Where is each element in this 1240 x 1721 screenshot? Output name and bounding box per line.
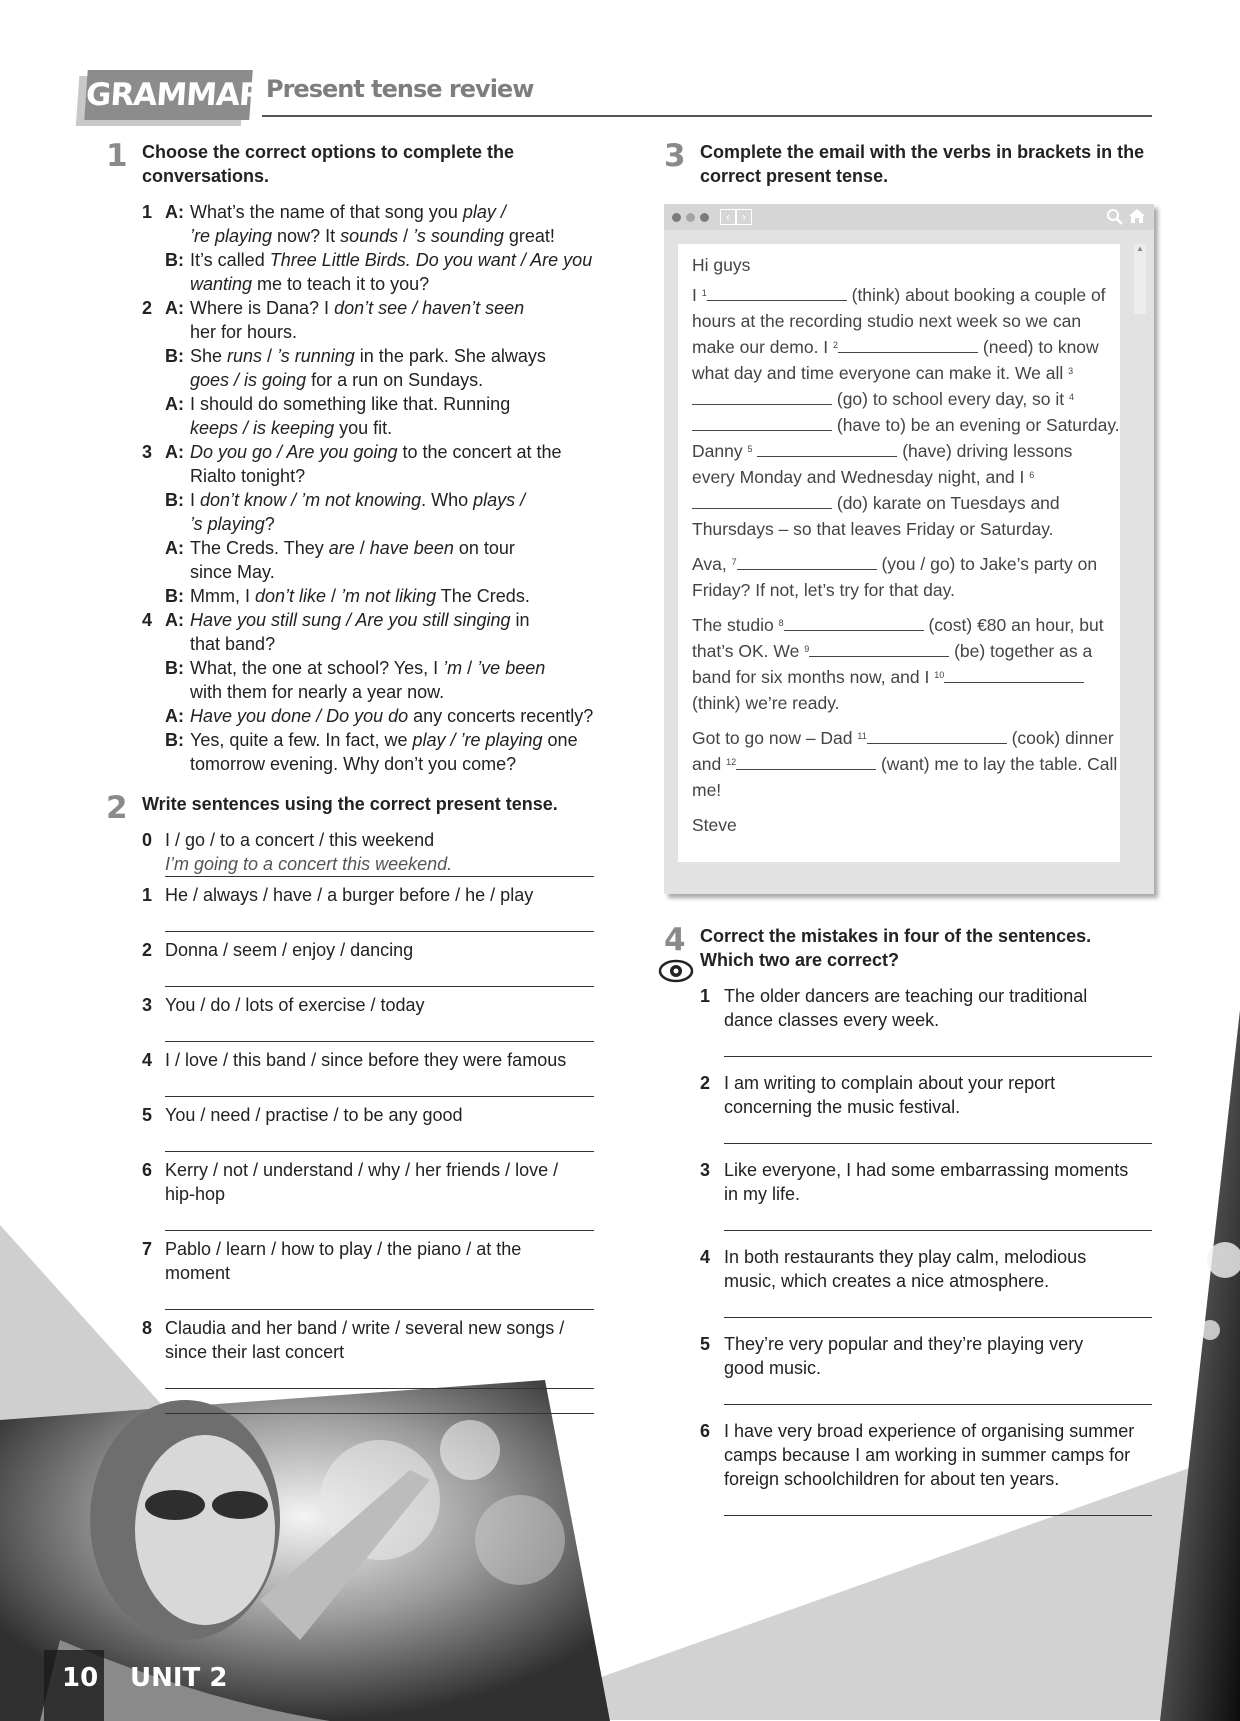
exercise-2-item	[142, 1103, 602, 1152]
example-answer-row	[142, 852, 602, 877]
exercise-1-instruction: Choose the correct options to complete the conversations.	[142, 142, 515, 186]
item-number: 7	[142, 1239, 153, 1259]
exercise-3-number: 3	[664, 138, 686, 174]
email-paragraphs	[692, 282, 1120, 803]
conversation-line	[142, 344, 612, 368]
sentence-line	[700, 1467, 1160, 1491]
conversation-text[interactable]: since May.	[190, 562, 275, 582]
answer-line[interactable]	[724, 1119, 1152, 1144]
sentence-line	[700, 1332, 1160, 1356]
speaker-label: A:	[165, 538, 184, 558]
speaker-label: B:	[165, 658, 184, 678]
sentence-text: in my life.	[724, 1184, 801, 1204]
item-number	[142, 1182, 165, 1206]
item-number	[700, 1443, 724, 1467]
exercise-4-item	[700, 1158, 1160, 1231]
gap-blank[interactable]	[867, 725, 1007, 744]
speaker-label: B:	[165, 490, 184, 510]
exercise-4-list	[700, 984, 1160, 1530]
page-number: 10	[62, 1663, 99, 1693]
eye-icon	[658, 958, 694, 984]
example-answer: I’m going to a concert this weekend.	[165, 852, 594, 877]
gap-blank[interactable]	[692, 386, 832, 405]
speaker-label: A:	[165, 442, 184, 462]
conversation-text[interactable]: tomorrow evening. Why don’t you come?	[190, 754, 517, 774]
sentence-line	[700, 1008, 1160, 1032]
email-signoff: Steve	[692, 815, 737, 835]
gap-blank[interactable]	[692, 490, 832, 509]
prompt-line	[142, 1182, 602, 1206]
speaker-label: B:	[165, 250, 184, 270]
speaker-label: A:	[165, 706, 184, 726]
scrollbar[interactable]	[1134, 244, 1146, 314]
conversation-text[interactable]: What’s the name of that song you play /	[190, 202, 506, 222]
answer-line[interactable]	[165, 1389, 594, 1414]
sentence-text: In both restaurants they play calm, melodious	[724, 1247, 1087, 1267]
sentence-line	[700, 1356, 1160, 1380]
exercise-4-instruction: Correct the mistakes in four of the sentences. Which two are correct?	[700, 926, 1092, 970]
prompt-text: He / always / have / a burger before / he / play	[165, 885, 534, 905]
conversation-line	[142, 248, 612, 272]
prompt-line	[142, 1237, 602, 1261]
conversation-text[interactable]: I should do something like that. Running	[190, 394, 511, 414]
answer-line[interactable]	[724, 1380, 1152, 1405]
conversation-text[interactable]: Rialto tonight?	[190, 466, 306, 486]
item-number	[142, 464, 165, 488]
sentence-line	[700, 984, 1160, 1008]
conversation-text[interactable]: Have you still sung / Are you still singing in	[190, 610, 530, 630]
item-number	[142, 632, 165, 656]
conversation-line	[142, 392, 612, 416]
email-paragraph: The studio $^8$ (cost) €80 an hour, but that’s OK. We $^9$ (be) together as a band for six months now, and I $^{10}$ (think) we’re ready.	[692, 612, 1120, 716]
conversation-line	[142, 224, 612, 248]
item-number	[142, 704, 165, 728]
item-number: 1	[142, 202, 153, 222]
conversation-line	[142, 752, 612, 776]
prompt-text: Claudia and her band / write / several new songs /	[165, 1318, 565, 1338]
forward-arrow-icon[interactable]: ›	[736, 209, 752, 225]
answer-line[interactable]	[165, 1364, 594, 1389]
gap-blank[interactable]	[692, 412, 832, 431]
item-number: 3	[142, 442, 153, 462]
home-icon[interactable]	[1128, 207, 1146, 225]
item-number: 6	[142, 1160, 153, 1180]
item-number	[700, 1095, 724, 1119]
gap-blank[interactable]	[736, 751, 876, 770]
gap-blank[interactable]	[707, 282, 847, 301]
exercise-2-item	[142, 1237, 602, 1310]
conversation-text[interactable]: ’re playing now? It sounds / ’s sounding great!	[190, 226, 555, 246]
item-number	[142, 1340, 165, 1364]
prompt-line	[142, 1158, 602, 1182]
conversation-text[interactable]: that band?	[190, 634, 276, 654]
prompt-line	[142, 1103, 602, 1127]
item-number	[142, 560, 165, 584]
exercise-2-example	[142, 828, 602, 852]
item-number	[142, 224, 165, 248]
speaker-label: A:	[165, 298, 184, 318]
item-number: 4	[142, 610, 153, 630]
sentence-line	[700, 1158, 1160, 1182]
prompt-text: moment	[165, 1263, 231, 1283]
conversation-text[interactable]: It’s called Three Little Birds. Do you want / Are you	[190, 250, 593, 270]
speaker-label	[165, 512, 190, 536]
exercise-3-instruction: Complete the email with the verbs in brackets in the correct present tense.	[700, 142, 1145, 186]
sentence-line	[700, 1095, 1160, 1119]
item-number: 1	[142, 885, 153, 905]
item-number	[700, 1467, 724, 1491]
speaker-label: B:	[165, 586, 184, 606]
conversation-text[interactable]: wanting me to teach it to you?	[190, 274, 430, 294]
conversation-line	[142, 272, 612, 296]
conversation-line	[142, 584, 612, 608]
prompt-text: hip-hop	[165, 1184, 226, 1204]
conversation-line	[142, 608, 612, 632]
conversation-line	[142, 512, 612, 536]
prompt-line	[142, 938, 602, 962]
sentence-text: foreign schoolchildren for about ten years.	[724, 1469, 1060, 1489]
email-body	[678, 244, 1120, 862]
prompt-text: Kerry / not / understand / why / her friends / love /	[165, 1160, 559, 1180]
scroll-up-icon[interactable]: ▲	[1136, 244, 1144, 253]
item-number: 2	[142, 298, 153, 318]
speaker-label: A:	[165, 202, 184, 222]
exercise-4-item	[700, 1245, 1160, 1318]
item-number	[142, 536, 165, 560]
item-number	[142, 392, 165, 416]
speaker-label	[165, 560, 190, 584]
item-number: 5	[142, 1105, 153, 1125]
sentence-text: dance classes every week.	[724, 1010, 940, 1030]
prompt-line	[142, 1340, 602, 1364]
header-rule	[262, 115, 1152, 117]
conversation-text[interactable]: with them for nearly a year now.	[190, 682, 445, 702]
answer-line[interactable]	[165, 1285, 594, 1310]
email-greeting: Hi guys	[692, 255, 751, 275]
conversation-text[interactable]: What, the one at school? Yes, I ’m / ’ve been	[190, 658, 546, 678]
prompt-text: You / do / lots of exercise / today	[165, 995, 425, 1015]
conversation-text[interactable]: I don’t know / ’m not knowing. Who plays /	[190, 490, 526, 510]
exercise-4-item	[700, 1419, 1160, 1516]
item-number: 1	[700, 986, 711, 1006]
sentence-text: The older dancers are teaching our traditional	[724, 986, 1088, 1006]
conversation-text[interactable]: Yes, quite a few. In fact, we play / ’re playing one	[190, 730, 578, 750]
item-number	[142, 680, 165, 704]
window-dot-icon	[686, 213, 695, 222]
speaker-label: B:	[165, 346, 184, 366]
prompt-line	[142, 1316, 602, 1340]
item-number	[142, 728, 165, 752]
gap-blank[interactable]	[838, 334, 978, 353]
conversation-line	[142, 368, 612, 392]
item-number	[142, 344, 165, 368]
sentence-line	[700, 1245, 1160, 1269]
gap-blank[interactable]	[757, 438, 897, 457]
answer-line[interactable]	[165, 962, 594, 987]
speaker-label	[165, 224, 190, 248]
exercise-2-item	[142, 1316, 602, 1414]
item-number: 8	[142, 1318, 153, 1338]
exercise-1-number: 1	[106, 138, 128, 174]
exercise-2-list	[142, 883, 602, 1414]
exercise-4-number: 4	[664, 922, 686, 958]
example-prompt: I / go / to a concert / this weekend	[165, 830, 435, 850]
grammar-tag: GRAMMAR	[84, 70, 252, 120]
item-number	[700, 1008, 724, 1032]
conversation-line	[142, 704, 612, 728]
conversation-text[interactable]: her for hours.	[190, 322, 298, 342]
page-title: Present tense review	[266, 75, 534, 103]
exercise-2-number: 2	[106, 790, 128, 826]
answer-line[interactable]	[165, 1127, 594, 1152]
spacer	[142, 852, 165, 877]
item-number	[142, 656, 165, 680]
window-dot-icon	[672, 213, 681, 222]
window-dot-icon	[700, 213, 709, 222]
conversation-line	[142, 464, 612, 488]
email-titlebar	[664, 204, 1154, 230]
sentence-text: Like everyone, I had some embarrassing moments	[724, 1160, 1129, 1180]
speaker-label	[165, 680, 190, 704]
sentence-line	[700, 1182, 1160, 1206]
gap-blank[interactable]	[784, 612, 924, 631]
sentence-text: I am writing to complain about your report	[724, 1073, 1056, 1093]
conversation-line	[142, 632, 612, 656]
speaker-label	[165, 416, 190, 440]
item-number	[700, 1356, 724, 1380]
prompt-line	[142, 993, 602, 1017]
conversation-line	[142, 296, 612, 320]
speaker-label	[165, 320, 190, 344]
sentence-text: They’re very popular and they’re playing very	[724, 1334, 1084, 1354]
item-number	[142, 248, 165, 272]
exercise-2-instruction: Write sentences using the correct present tense.	[142, 794, 558, 814]
email-paragraph: I $^1$ (think) about booking a couple of hours at the recording studio next week so we can make our demo. I $^2$ (need) to know what day and time everyone can make it. We all $^3$ (go) to school every day, so it $^4$ (have to) be an evening or Saturday. Danny $^5$ (have) driving lessons every Monday and Wednesday night, and I $^6$ (do) karate on Tuesdays and Thursdays – so that leaves Friday or Saturday.	[692, 282, 1120, 542]
conversation-line	[142, 656, 612, 680]
prompt-text: since their last concert	[165, 1342, 345, 1362]
exercise-2-item	[142, 938, 602, 987]
conversation-line	[142, 488, 612, 512]
item-number	[142, 272, 165, 296]
exercise-2-item	[142, 1048, 602, 1097]
answer-line[interactable]	[165, 1072, 594, 1097]
item-number	[142, 512, 165, 536]
item-number	[142, 752, 165, 776]
exercise-2-item	[142, 993, 602, 1042]
conversation-text[interactable]: Have you done / Do you do any concerts recently?	[190, 706, 594, 726]
gap-blank[interactable]	[944, 664, 1084, 683]
item-number: 5	[700, 1334, 711, 1354]
item-number: 3	[142, 995, 153, 1015]
speaker-label	[165, 632, 190, 656]
item-number	[700, 1269, 724, 1293]
unit-label: UNIT 2	[130, 1663, 228, 1693]
exercise-2-item	[142, 883, 602, 932]
speaker-label: A:	[165, 610, 184, 630]
answer-line[interactable]	[165, 907, 594, 932]
item-number: 4	[142, 1050, 153, 1070]
sentence-line	[700, 1269, 1160, 1293]
conversation-line	[142, 320, 612, 344]
exercise-2-item	[142, 1158, 602, 1231]
exercise-2-items	[142, 828, 602, 1414]
conversation-line	[142, 560, 612, 584]
conversation-text[interactable]: The Creds. They are / have been on tour	[190, 538, 515, 558]
item-number: 2	[700, 1073, 711, 1093]
prompt-text: I / love / this band / since before they were famous	[165, 1050, 567, 1070]
conversation-line	[142, 728, 612, 752]
conversation-text[interactable]: Where is Dana? I don’t see / haven’t seen	[190, 298, 525, 318]
conversation-text[interactable]: ’s playing?	[190, 514, 275, 534]
item-number	[142, 488, 165, 512]
conversation-text[interactable]: She runs / ’s running in the park. She always	[190, 346, 546, 366]
back-arrow-icon[interactable]: ‹	[720, 209, 736, 225]
email-paragraph: Ava, $^7$ (you / go) to Jake’s party on Friday? If not, let’s try for that day.	[692, 551, 1120, 603]
exercise-4-item	[700, 984, 1160, 1057]
prompt-text: You / need / practise / to be any good	[165, 1105, 463, 1125]
conversation-text[interactable]: Do you go / Are you going to the concert at the	[190, 442, 562, 462]
conversation-line	[142, 680, 612, 704]
sentence-line	[700, 1443, 1160, 1467]
sentence-text: concerning the music festival.	[724, 1097, 961, 1117]
conversation-line	[142, 200, 612, 224]
answer-line[interactable]	[724, 1293, 1152, 1318]
sentence-text: good music.	[724, 1358, 822, 1378]
sentence-text: camps because I am working in summer camps for	[724, 1445, 1131, 1465]
conversation-text[interactable]: keeps / is keeping you fit.	[190, 418, 393, 438]
email-paragraph: Got to go now – Dad $^{11}$ (cook) dinner and $^{12}$ (want) me to lay the table. Call me!	[692, 725, 1120, 803]
email-window	[664, 204, 1154, 894]
item-number	[142, 1261, 165, 1285]
item-number	[700, 1182, 724, 1206]
item-number: 2	[142, 940, 153, 960]
answer-line[interactable]	[165, 1017, 594, 1042]
speaker-label: A:	[165, 394, 184, 414]
item-number: 0	[142, 830, 153, 850]
speaker-label: B:	[165, 730, 184, 750]
item-number: 3	[700, 1160, 711, 1180]
item-number: 6	[700, 1421, 711, 1441]
item-number	[142, 416, 165, 440]
conversation-line	[142, 536, 612, 560]
speaker-label	[165, 272, 190, 296]
prompt-text: Donna / seem / enjoy / dancing	[165, 940, 414, 960]
item-number	[142, 368, 165, 392]
item-number: 4	[700, 1247, 711, 1267]
prompt-line	[142, 883, 602, 907]
answer-line[interactable]	[724, 1032, 1152, 1057]
conversation-text[interactable]: Mmm, I don’t like / ’m not liking The Creds.	[190, 586, 530, 606]
exercise-4-item	[700, 1332, 1160, 1405]
conversation-line	[142, 416, 612, 440]
prompt-line	[142, 1261, 602, 1285]
answer-line[interactable]	[724, 1491, 1152, 1516]
sentence-text: I have very broad experience of organising summer	[724, 1421, 1135, 1441]
prompt-text: Pablo / learn / how to play / the piano / at the	[165, 1239, 522, 1259]
answer-line[interactable]	[724, 1206, 1152, 1231]
search-icon[interactable]	[1106, 208, 1124, 226]
prompt-line	[142, 1048, 602, 1072]
sentence-line	[700, 1419, 1160, 1443]
gap-blank[interactable]	[737, 551, 877, 570]
sentence-text: music, which creates a nice atmosphere.	[724, 1271, 1050, 1291]
answer-line[interactable]	[165, 1206, 594, 1231]
exercise-4-item	[700, 1071, 1160, 1144]
conversation-text[interactable]: goes / is going for a run on Sundays.	[190, 370, 484, 390]
speaker-label	[165, 464, 190, 488]
speaker-label	[165, 368, 190, 392]
exercise-1-conversations	[142, 200, 612, 776]
conversation-line	[142, 440, 612, 464]
item-number	[142, 584, 165, 608]
item-number	[142, 320, 165, 344]
speaker-label	[165, 752, 190, 776]
sentence-line	[700, 1071, 1160, 1095]
gap-blank[interactable]	[809, 638, 949, 657]
